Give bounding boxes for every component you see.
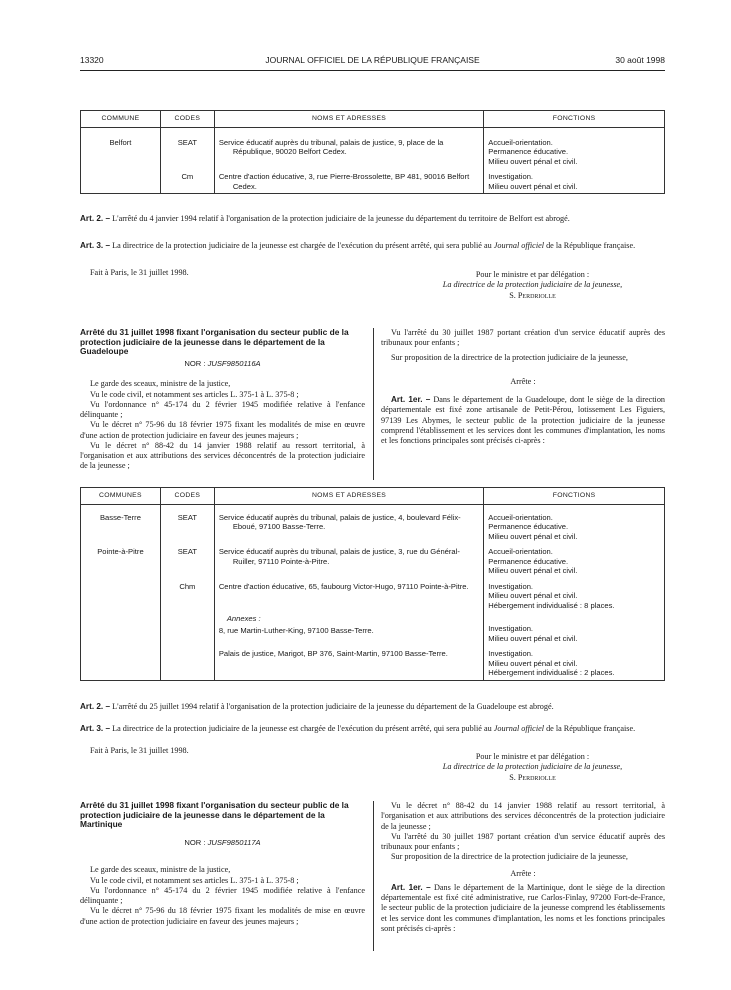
code-cell: SEAT bbox=[160, 128, 214, 169]
guadeloupe-services-table bbox=[80, 487, 665, 681]
vu-clause: Vu l'arrêté du 30 juillet 1987 portant création d'un service éducatif auprès des tribunaux pour enfants ; bbox=[381, 328, 665, 348]
address-cell: Service éducatif auprès du tribunal, palais de justice, 3, rue du Général-Ruiller, 97110 Pointe-à-Pitre. bbox=[214, 543, 483, 577]
address-cell: Service éducatif auprès du tribunal, palais de justice, 4, boulevard Félix-Eboué, 97100 Basse-Terre. bbox=[214, 505, 483, 544]
address-cell: Centre d'action éducative, 65, faubourg Victor-Hugo, 97110 Pointe-à-Pitre. bbox=[214, 578, 483, 612]
table-row bbox=[81, 168, 665, 193]
table-row bbox=[81, 128, 665, 169]
martinique-decree-left bbox=[80, 801, 365, 927]
table-row bbox=[81, 543, 665, 577]
martinique-nor: NOR : JUSF9850117A bbox=[184, 837, 261, 847]
guadeloupe-signature: Pour le ministre et par délégation : La directrice de la protection judiciaire de la jeunesse, S. Perdriolle bbox=[442, 752, 623, 782]
code-cell: Cm bbox=[160, 168, 214, 193]
commune-cell bbox=[81, 645, 161, 680]
table-row bbox=[81, 505, 665, 544]
column-header: FONCTIONS bbox=[484, 488, 665, 505]
guadeloupe-decree-title: Arrêté du 31 juillet 1998 fixant l'organisation du secteur public de la protection judiciaire de la jeunesse dans le département de la Guadeloupe bbox=[80, 327, 349, 357]
code-cell bbox=[160, 612, 214, 645]
vu-clause: Vu l'ordonnance n° 45-174 du 2 février 1945 modifiée relative à l'enfance délinquante ; bbox=[80, 399, 365, 420]
table-row bbox=[81, 578, 665, 612]
arrete-label: Arrête : bbox=[510, 376, 536, 386]
guadeloupe-nor: NOR : JUSF9850116A bbox=[184, 358, 261, 368]
code-cell bbox=[160, 645, 214, 680]
guadeloupe-decree-right bbox=[381, 328, 665, 446]
arrete-label: Arrête : bbox=[510, 868, 536, 878]
address-cell: Palais de justice, Marigot, BP 376, Saint-Martin, 97100 Basse-Terre. bbox=[214, 645, 483, 680]
belfort-article-3: Art. 3. – La directrice de la protection judiciaire de la jeunesse est chargée de l'exécution du présent arrêté, qui sera publié au Journal officiel de la République française. bbox=[80, 241, 636, 250]
address-cell: Annexes : 8, rue Martin-Luther-King, 97100 Basse-Terre. bbox=[214, 612, 483, 645]
column-header: CODES bbox=[160, 488, 214, 505]
column-header: COMMUNES bbox=[81, 488, 161, 505]
martinique-decree-right bbox=[381, 801, 665, 934]
belfort-done-line: Fait à Paris, le 31 juillet 1998. bbox=[90, 268, 189, 277]
column-header: COMMUNE bbox=[81, 111, 161, 128]
vu-clause: Vu le décret n° 88-42 du 14 janvier 1988 relatif au ressort territorial, à l'organisation et aux attributions des services déconcentrés de la protection judiciaire de la jeunesse ; bbox=[80, 440, 365, 471]
column-header: FONCTIONS bbox=[484, 111, 665, 128]
table-header-row bbox=[81, 488, 665, 505]
commune-cell bbox=[81, 168, 161, 193]
address-cell: Service éducatif auprès du tribunal, palais de justice, 9, place de la République, 90020 Belfort Cedex. bbox=[214, 128, 483, 169]
code-cell: SEAT bbox=[160, 543, 214, 577]
functions-cell: Investigation. Milieu ouvert pénal et civil. bbox=[484, 612, 665, 645]
page-header bbox=[80, 55, 665, 69]
functions-cell: Investigation. Milieu ouvert pénal et civil. Hébergement individualisé : 2 places. bbox=[484, 645, 665, 680]
functions-cell: Accueil-orientation. Permanence éducative. Milieu ouvert pénal et civil. bbox=[484, 128, 665, 169]
martinique-article-1: Art. 1er. – Dans le département de la Martinique, dont le siège de la direction départementale est fixé cité administrative, rue Carlos-Finlay, 97200 Fort-de-France, le secteur public de la protection judiciaire de la jeunesse comprend les établissements et les service dont les communes d'implantation, les noms et les fonctions principales sont précisés ci-après : bbox=[381, 882, 665, 933]
commune-cell bbox=[81, 578, 161, 612]
guadeloupe-article-3: Art. 3. – La directrice de la protection judiciaire de la jeunesse est chargée de l'exécution du présent arrêté, qui sera publié au Journal officiel de la République française. bbox=[80, 724, 636, 733]
belfort-services-table bbox=[80, 110, 665, 194]
vu-clause: Vu le décret n° 88-42 du 14 janvier 1988 relatif au ressort territorial, à l'organisation et aux attributions des services déconcentrés de la protection judiciaire de la jeunesse ; bbox=[381, 801, 665, 831]
issue-date: 30 août 1998 bbox=[615, 55, 665, 65]
page-number: 13320 bbox=[80, 55, 104, 65]
column-header: NOMS ET ADRESSES bbox=[214, 488, 483, 505]
intro-text: Le garde des sceaux, ministre de la justice, bbox=[90, 379, 231, 389]
vu-clause: Vu le code civil, et notamment ses articles L. 375-1 à L. 375-8 ; bbox=[90, 389, 299, 399]
intro-text: Le garde des sceaux, ministre de la justice, bbox=[90, 865, 231, 875]
address-cell: Centre d'action éducative, 3, rue Pierre-Brossolette, BP 481, 90016 Belfort Cedex. bbox=[214, 168, 483, 193]
proposal-text: Sur proposition de la directrice de la protection judiciaire de la jeunesse, bbox=[391, 852, 628, 862]
vu-clause: Vu l'arrêté du 30 juillet 1987 portant création d'un service éducatif auprès des tribunaux pour enfants ; bbox=[381, 831, 665, 851]
table-row bbox=[81, 645, 665, 680]
header-rule bbox=[80, 70, 665, 71]
column-header: CODES bbox=[160, 111, 214, 128]
guadeloupe-article-1: Art. 1er. – Dans le département de la Guadeloupe, dont le siège de la direction départementale est fixé zone artisanale de Petit-Pérou, lotissement Les Figuiers, 97139 Les Abymes, le secteur public de la protection judiciaire de la jeunesse comprend l'établissement et les services dont les communes d'implantation, les noms et les fonctions principales sont précisés ci-après : bbox=[381, 395, 666, 445]
functions-cell: Accueil-orientation. Permanence éducative. Milieu ouvert pénal et civil. bbox=[484, 543, 665, 577]
vu-clause: Vu le décret n° 75-96 du 18 février 1975 fixant les modalités de mise en œuvre d'une action de protection judiciaire en faveur des jeunes majeurs ; bbox=[80, 906, 365, 926]
journal-title: JOURNAL OFFICIEL DE LA RÉPUBLIQUE FRANÇAISE bbox=[265, 55, 480, 65]
table-row bbox=[81, 612, 665, 645]
table-header-row bbox=[81, 111, 665, 128]
martinique-decree-title: Arrêté du 31 juillet 1998 fixant l'organisation du secteur public de la protection judiciaire de la jeunesse dans le département de la Martinique bbox=[80, 800, 349, 830]
functions-cell: Investigation. Milieu ouvert pénal et civil. bbox=[484, 168, 665, 193]
vu-clause: Vu l'ordonnance n° 45-174 du 2 février 1945 modifiée relative à l'enfance délinquante ; bbox=[80, 885, 365, 906]
belfort-signature: Pour le ministre et par délégation : La directrice de la protection judiciaire de la jeunesse, S. Perdriolle bbox=[442, 270, 623, 300]
code-cell: Chm bbox=[160, 578, 214, 612]
guadeloupe-article-2: Art. 2. – L'arrêté du 25 juillet 1994 relatif à l'organisation de la protection judiciaire de la jeunesse du département de la Guadeloupe est abrogé. bbox=[80, 702, 554, 711]
vu-clause: Vu le décret n° 75-96 du 18 février 1975 fixant les modalités de mise en œuvre d'une action de protection judiciaire en faveur des jeunes majeurs ; bbox=[80, 420, 365, 440]
commune-cell: Belfort bbox=[81, 128, 161, 169]
guadeloupe-done-line: Fait à Paris, le 31 juillet 1998. bbox=[90, 746, 189, 755]
column-header: NOMS ET ADRESSES bbox=[214, 111, 483, 128]
commune-cell: Basse-Terre bbox=[81, 505, 161, 544]
guadeloupe-decree-left bbox=[80, 328, 365, 472]
column-divider bbox=[373, 328, 374, 480]
belfort-article-2: Art. 2. – L'arrêté du 4 janvier 1994 relatif à l'organisation de la protection judiciaire de la jeunesse du département du territoire de Belfort est abrogé. bbox=[80, 214, 570, 223]
commune-cell: Pointe-à-Pitre bbox=[81, 543, 161, 577]
annexes-label: Annexes : bbox=[226, 614, 261, 624]
functions-cell: Investigation. Milieu ouvert pénal et civil. Hébergement individualisé : 8 places. bbox=[484, 578, 665, 612]
commune-cell bbox=[81, 612, 161, 645]
functions-cell: Accueil-orientation. Permanence éducative. Milieu ouvert pénal et civil. bbox=[484, 505, 665, 544]
code-cell: SEAT bbox=[160, 505, 214, 544]
vu-clause: Vu le code civil, et notamment ses articles L. 375-1 à L. 375-8 ; bbox=[90, 875, 299, 885]
column-divider bbox=[373, 801, 374, 951]
proposal-text: Sur proposition de la directrice de la protection judiciaire de la jeunesse, bbox=[391, 352, 628, 362]
